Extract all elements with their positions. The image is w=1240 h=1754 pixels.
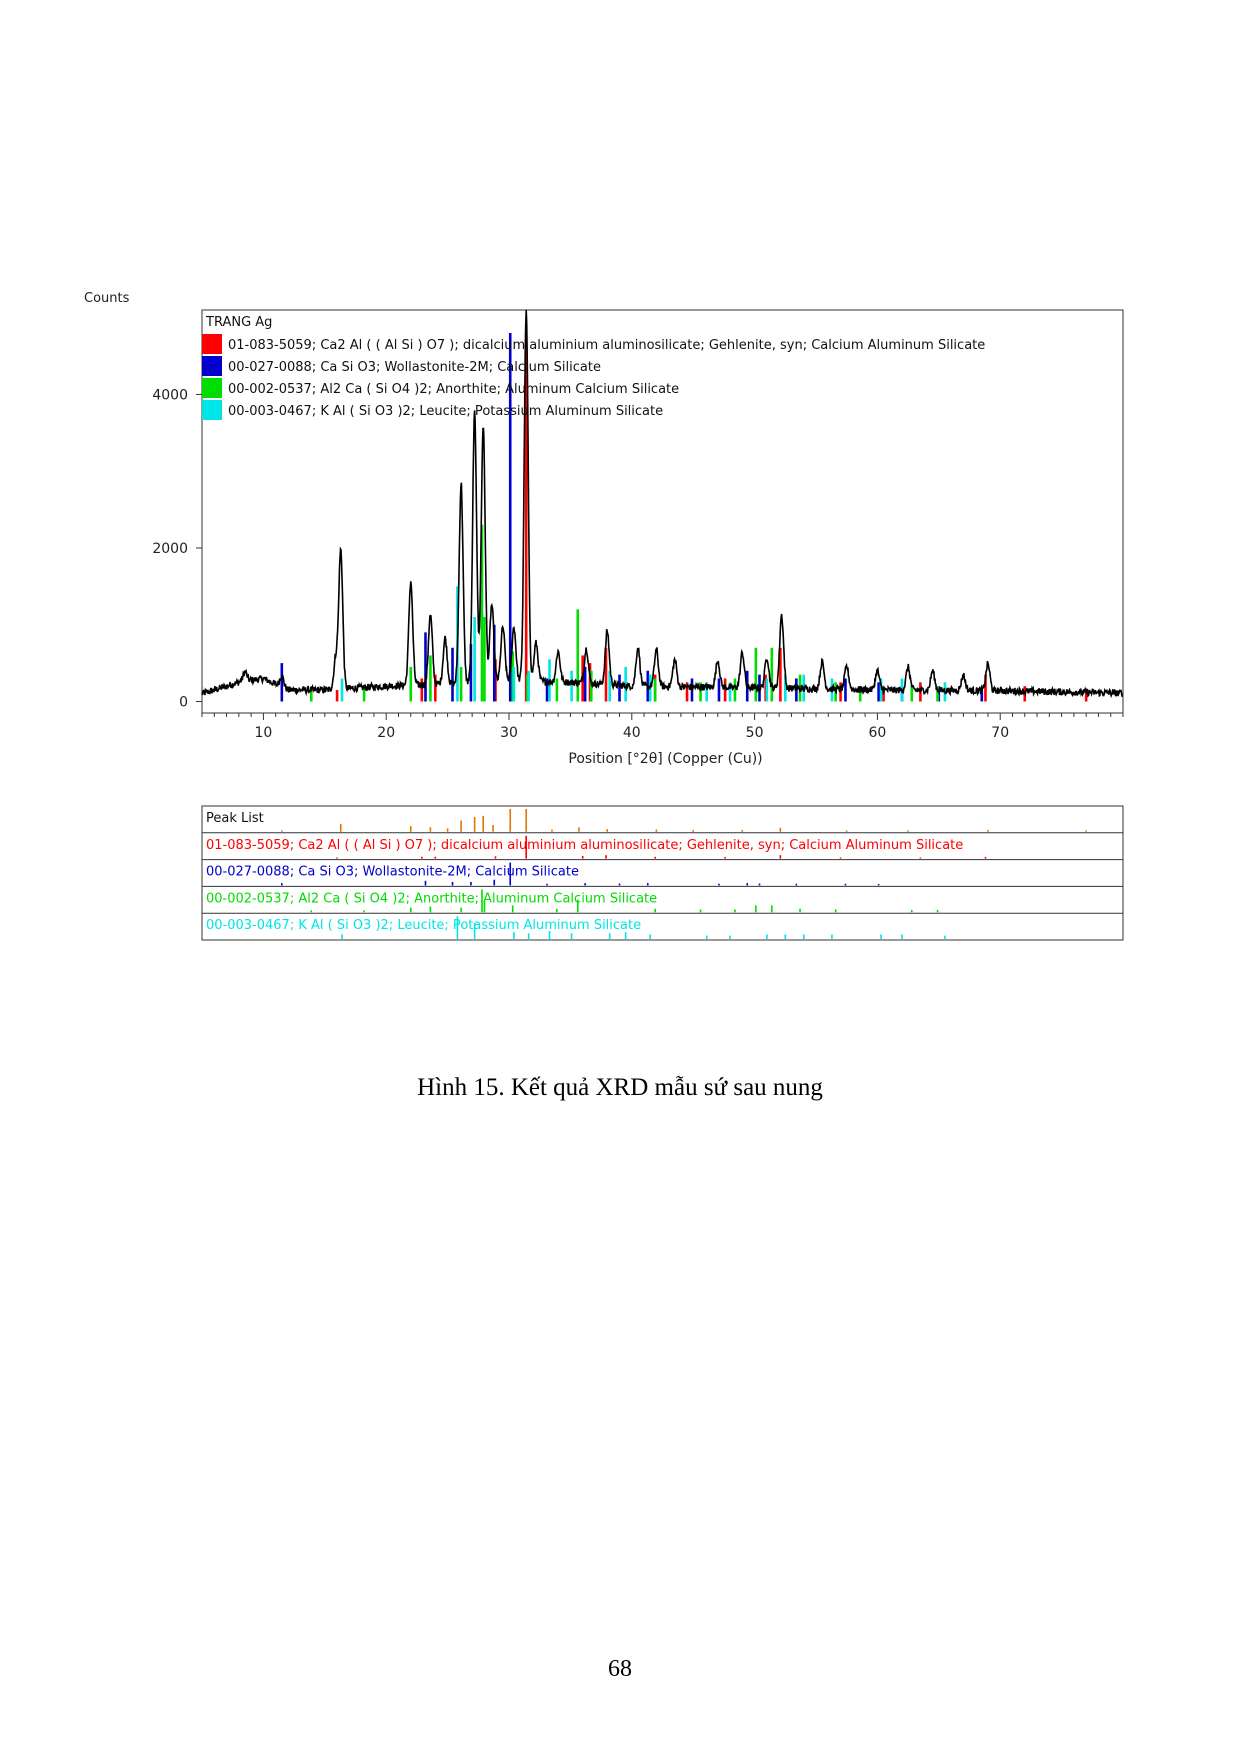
legend-swatch — [202, 334, 222, 354]
legend-entry: 00-003-0467; K Al ( Si O3 )2; Leucite; Potassium Aluminum Silicate — [228, 404, 664, 419]
legend-title: TRANG Ag — [206, 315, 273, 330]
peak-row-label: 00-002-0537; Al2 Ca ( Si O4 )2; Anorthite; Aluminum Calcium Silicate — [206, 891, 658, 907]
y-axis-label: Counts — [84, 291, 130, 306]
x-tick-label: 50 — [745, 725, 764, 741]
peak-row-label: 01-083-5059; Ca2 Al ( ( Al Si ) O7 ); dicalcium aluminium aluminosilicate; Gehlenite, syn; Calcium Aluminum Silicate — [206, 837, 964, 853]
legend-entry: 00-027-0088; Ca Si O3; Wollastonite-2M; Calcium Silicate — [228, 360, 601, 375]
legend — [202, 315, 985, 420]
x-axis-label: Position [°2θ] (Copper (Cu)) — [568, 751, 763, 767]
x-tick-label: 60 — [868, 725, 887, 741]
legend-swatch — [202, 378, 222, 398]
x-tick-label: 10 — [254, 725, 273, 741]
legend-swatch — [202, 356, 222, 376]
y-tick-label: 2000 — [152, 540, 188, 557]
x-tick-label: 70 — [991, 725, 1010, 741]
peak-list-panel — [202, 806, 1123, 940]
y-tick-label: 4000 — [152, 387, 188, 404]
legend-entry: 01-083-5059; Ca2 Al ( ( Al Si ) O7 ); dicalcium aluminium aluminosilicate; Gehlenite, syn; Calcium Aluminum Silicate — [228, 338, 986, 353]
peak-row-label: 00-027-0088; Ca Si O3; Wollastonite-2M; Calcium Silicate — [206, 864, 579, 880]
xrd-pattern-plot — [84, 291, 1123, 767]
x-tick-label: 40 — [622, 725, 641, 741]
y-tick-label: 0 — [179, 694, 188, 711]
peak-row-label: 00-003-0467; K Al ( Si O3 )2; Leucite; Potassium Aluminum Silicate — [206, 918, 642, 934]
page-number: 68 — [608, 1656, 632, 1682]
peak-list-title: Peak List — [206, 811, 264, 826]
x-tick-label: 30 — [500, 725, 518, 741]
legend-entry: 00-002-0537; Al2 Ca ( Si O4 )2; Anorthite; Aluminum Calcium Silicate — [228, 382, 680, 397]
legend-swatch — [202, 400, 222, 420]
x-tick-label: 20 — [377, 725, 396, 741]
figure-caption: Hình 15. Kết quả XRD mẫu sứ sau nung — [417, 1074, 823, 1101]
